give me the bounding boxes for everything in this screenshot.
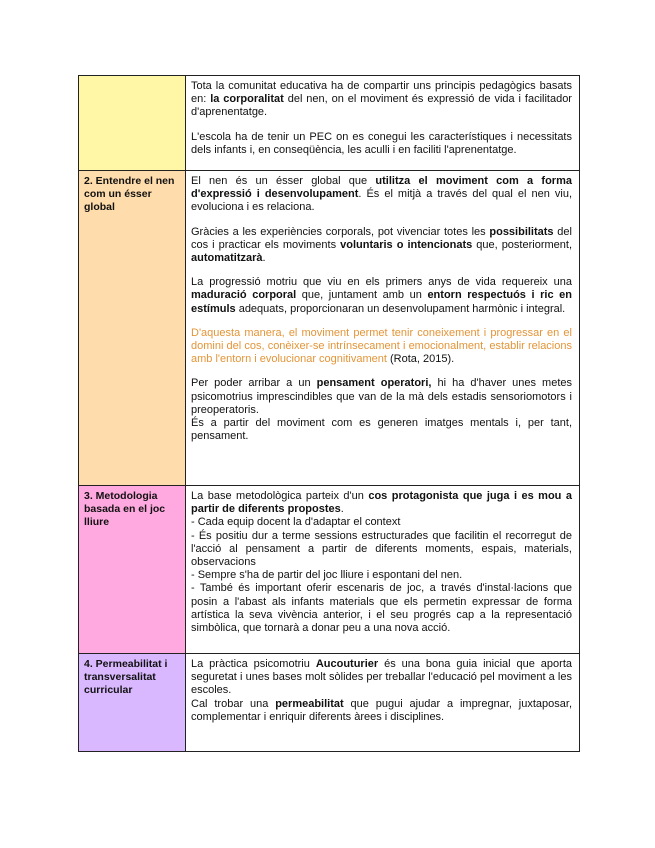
bold-text: pensament operatori, bbox=[316, 377, 432, 390]
text-run: L'escola ha de tenir un PEC on es conegui les característiques i necessitats dels infants i, en conseqüència, les aculli i en faciliti l'aprenentatge. bbox=[191, 130, 572, 156]
paragraph bbox=[191, 658, 572, 698]
paragraph bbox=[191, 490, 572, 516]
text-run: és una bona guia inicial que aporta seguretat i unes bases molt sòlides per treballar l'educació pel moviment a les escoles. bbox=[191, 658, 572, 697]
text-run: És a partir del moviment com es generen imatges mentals i, per tant, pensament. bbox=[191, 417, 572, 443]
text-run: Tota la comunitat educativa ha de compartir uns principis pedagògics basats en: bbox=[191, 80, 572, 106]
text-run: adequats, proporcionaran un desenvolupament harmònic i integral. bbox=[235, 302, 566, 315]
row-content-cell bbox=[186, 76, 580, 171]
text-run: del cos i practicar els moviments bbox=[191, 225, 572, 251]
row-content-cell bbox=[186, 486, 580, 654]
paragraph bbox=[191, 327, 572, 367]
bold-text: maduració corporal bbox=[191, 289, 297, 302]
principles-table bbox=[78, 75, 580, 752]
table-row bbox=[79, 171, 580, 486]
paragraph bbox=[191, 530, 572, 570]
paragraph bbox=[191, 516, 572, 529]
bold-text: permeabilitat bbox=[275, 697, 344, 710]
bold-text: voluntaris o intencionats bbox=[340, 238, 473, 251]
bold-text: entorn respectuós i ric en estímuls bbox=[191, 289, 572, 315]
text-run: La pràctica psicomotriu bbox=[191, 658, 316, 670]
text-run: Gràcies a les experiències corporals, pot vivenciar totes les bbox=[191, 225, 490, 238]
bold-text: automatitzarà bbox=[191, 252, 263, 265]
row-content-cell bbox=[186, 171, 580, 486]
paragraph bbox=[191, 131, 572, 157]
text-run: que pugui ajudar a impregnar, juxtaposar, complementar i enriquir diferents àrees i disciplines. bbox=[191, 697, 572, 723]
paragraph bbox=[191, 569, 572, 582]
text-run: (Rota, 2015). bbox=[386, 353, 455, 366]
row-label-cell bbox=[79, 76, 186, 171]
table-row bbox=[79, 654, 580, 752]
text-run: que, posteriorment, bbox=[472, 238, 572, 251]
text-run: - Cada equip docent la d'adaptar el context bbox=[191, 516, 401, 529]
row-label: 2. Entendre el nen com un ésser global bbox=[84, 175, 175, 213]
text-run: Cal trobar una bbox=[191, 697, 276, 710]
table-row bbox=[79, 76, 580, 171]
text-run: D'aquesta manera, el moviment permet tenir coneixement i progressar en el domini del cos, conèixer-se intrínsecament i emocionalment, establir relacions amb l'entorn i evolucionar cognitivament bbox=[191, 326, 572, 366]
text-run: El nen és un ésser global que bbox=[191, 175, 376, 187]
row-content-cell bbox=[186, 654, 580, 752]
text-run: que, juntament amb un bbox=[296, 289, 428, 302]
table-row bbox=[79, 486, 580, 654]
bold-text: possibilitats bbox=[489, 225, 554, 238]
paragraph bbox=[191, 175, 572, 215]
bold-text: utilitza el moviment com a forma d'expressió i desenvolupament bbox=[191, 175, 572, 201]
row-label: 3. Metodologia basada en el joc lliure bbox=[84, 490, 166, 528]
text-run: - Sempre s'ha de partir del joc lliure i espontani del nen. bbox=[191, 569, 463, 582]
paragraph bbox=[191, 377, 572, 417]
text-run: . És el mitjà a través del qual el nen viu, evoluciona i es relaciona. bbox=[191, 188, 572, 214]
row-label: 4. Permeabilitat i transversalitat curricular bbox=[84, 658, 168, 696]
text-run: . bbox=[262, 252, 266, 265]
text-run: del nen, on el moviment és expressió de vida i facilitador d'aprenentatge. bbox=[191, 93, 572, 119]
text-run: La progressió motriu que viu en els primers anys de vida requereix una bbox=[191, 276, 572, 289]
text-run: . bbox=[340, 503, 344, 516]
text-run: La base metodològica parteix d'un bbox=[191, 490, 369, 502]
text-run: - També és important oferir escenaris de joc, a través d'instal·lacions que posin a l'abast als infants materials que els permetin expressar de forma artística la seva vivència anterior, i el seu progrés cap a la representació simbòlica, que tornarà a donar peu a una nova acció. bbox=[191, 582, 572, 635]
paragraph bbox=[191, 80, 572, 120]
paragraph bbox=[191, 226, 572, 266]
row-label-cell bbox=[79, 486, 186, 654]
text-run: Per poder arribar a un bbox=[191, 377, 317, 390]
row-label-cell bbox=[79, 171, 186, 486]
bold-text: cos protagonista que juga i es mou a partir de diferents propostes bbox=[191, 490, 572, 516]
bold-text: la corporalitat bbox=[210, 93, 284, 106]
paragraph bbox=[191, 417, 572, 443]
row-label-cell bbox=[79, 654, 186, 752]
paragraph bbox=[191, 276, 572, 316]
bold-text: Aucouturier bbox=[315, 658, 379, 670]
text-run: - És positiu dur a terme sessions estructurades que facilitin el recorregut de l'acció al pensament a partir de diferents moments, espais, materials, observacions bbox=[191, 529, 572, 569]
text-run: hi ha d'haver unes metes psicomotrius imprescindibles que van de la mà dels estadis sensoriomotors i preoperatoris. bbox=[191, 377, 573, 416]
paragraph bbox=[191, 698, 572, 724]
paragraph bbox=[191, 582, 572, 635]
